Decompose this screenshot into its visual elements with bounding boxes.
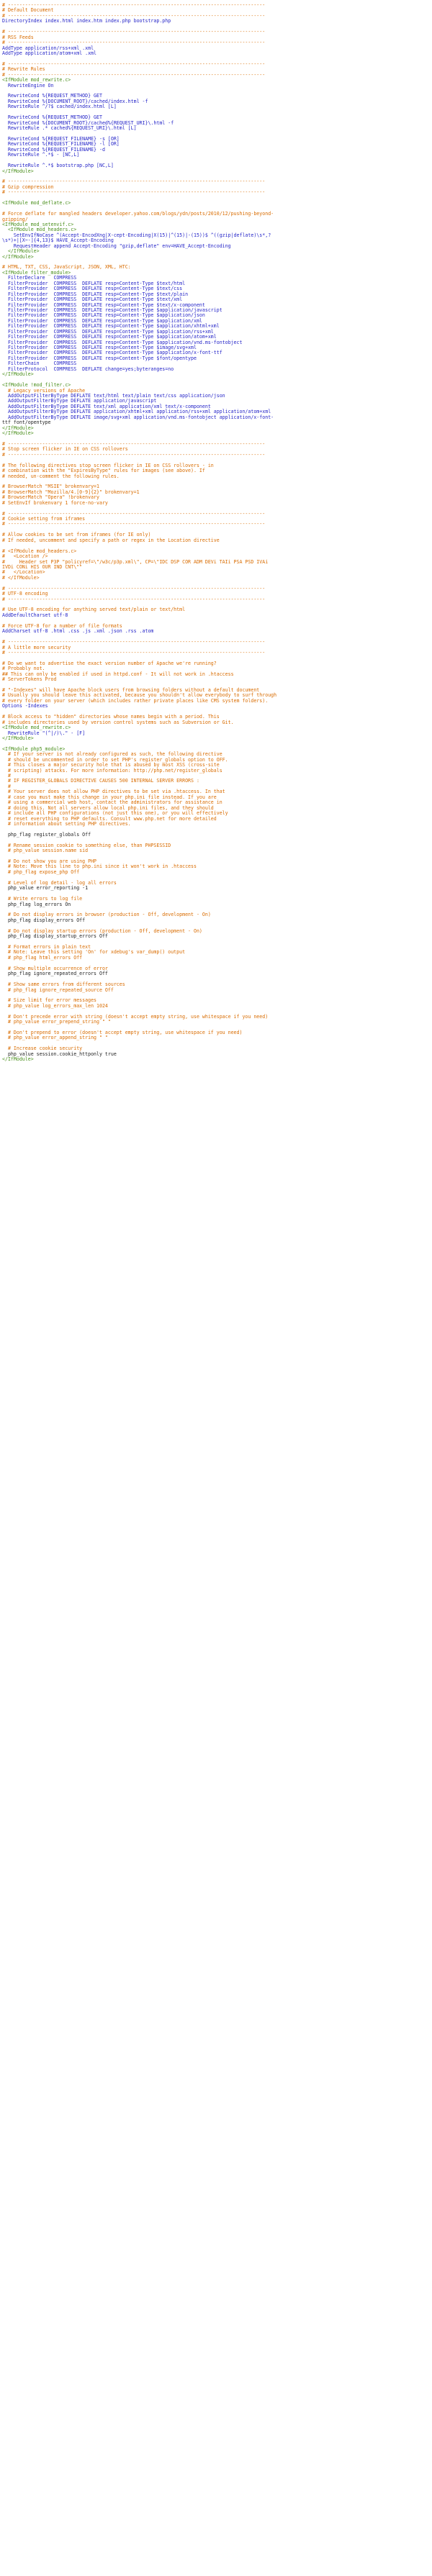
directive-line: FilterProvider COMPRESS DEFLATE resp=Content-Type $text/x-component: [2, 301, 205, 308]
comment-line: # ------------------------------------------------------------------------------------------: [2, 585, 266, 591]
section-tag-line: </IfModule>: [2, 371, 34, 378]
directive-line: AddCharset utf-8 .html .css .js .xml .json .rss .atom: [2, 628, 154, 635]
comment-line: # "-Indexes" will have Apache block users from browsing folders without a default document: [2, 687, 260, 693]
code-line: ttf font/opentype: [2, 419, 51, 426]
comment-line: # RSS Feeds: [2, 34, 34, 40]
comment-line: gzipping/: [2, 216, 28, 222]
directive-line: FilterProvider COMPRESS DEFLATE resp=Content-Type $application/vnd.ms-fontobject: [2, 339, 243, 345]
comment-line: # php_flag expose_php Off: [2, 869, 80, 875]
section-tag-line: </IfModule>: [2, 253, 34, 260]
comment-line: # Do not display errors in browser (production - Off, development - On): [2, 912, 211, 918]
directive-line: RewriteRule ^.*$ bootstrap.php [NC,L]: [2, 163, 114, 169]
code-line: php_flag display_errors Off: [2, 917, 86, 923]
directive-line: RewriteCond %{REQUEST_METHOD} GET: [2, 114, 102, 121]
comment-line: # Format errors in plain text: [2, 944, 91, 950]
directive-line: FilterProvider COMPRESS DEFLATE resp=Content-Type $text/plain: [2, 291, 189, 297]
section-tag-line: </IfModule>: [2, 168, 34, 174]
section-tag-line: </IfModule>: [2, 430, 34, 436]
directive-line: RewriteRule "(^|/)\." - [F]: [2, 730, 86, 736]
comment-line: IVDi CONi HIS OUR IND CNT\"": [2, 563, 83, 570]
comment-line: # php_value error_prepend_string " ": [2, 1019, 111, 1025]
directive-line: \s*)+|[X~-]{4,13}$ HAVE_Accept-Encoding: [2, 237, 114, 244]
directive-line: RewriteRule ^/?$ cached/index.html [L]: [2, 104, 117, 110]
comment-line: # Level of log detail - log all errors: [2, 879, 117, 886]
section-tag-line: <IfModule mod_deflate.c>: [2, 200, 71, 207]
code-line: php_flag register_globals Off: [2, 831, 91, 838]
directive-line: SetEnvIfNoCase ^(Accept-EncodXng|X-cept-Encoding|X(15)|^(15)|-(15))$ ^((gzip|deflate)\s*,?: [2, 232, 271, 238]
comment-line: # BrowserMatch "MSIE" brokenvary=1: [2, 484, 99, 490]
comment-line: # ------------------------------------------------------------------------------------------: [2, 596, 266, 602]
comment-line: # ------------------------------------------------------------------------------------------: [2, 189, 266, 196]
comment-line: # Show multiple occurrence of error: [2, 965, 108, 971]
comment-line: # php_flag html_errors Off: [2, 954, 83, 961]
directive-line: FilterChain COMPRESS: [2, 360, 77, 367]
section-tag-line: <IfModule filter_module>: [2, 269, 71, 276]
directive-line: RequestHeader append Accept-Encoding "gzip,deflate" env=HAVE_Accept-Encoding: [2, 242, 231, 249]
code-line: php_flag log_errors On: [2, 901, 71, 907]
directive-line: RewriteCond %{REQUEST_FILENAME} -s [OR]: [2, 135, 120, 142]
comment-line: # Don't prepend to error (doesn't accept empty string, use whitespace if you need): [2, 1030, 243, 1035]
code-line: php_value session.cookie_httponly true: [2, 1051, 117, 1057]
comment-line: # IF REGISTER_GLOBALS DIRECTIVE CAUSES 500 INTERNAL SERVER ERRORS :: [2, 778, 199, 784]
comment-line: # Allow cookies to be set from iframes (for IE only): [2, 532, 151, 538]
comment-line: # SetEnvIf brokenvary 1 force-no-vary: [2, 499, 108, 506]
comment-line: # php_value log_errors_max_len 1024: [2, 1002, 108, 1009]
directive-line: RewriteCond %{REQUEST_FILENAME} -d: [2, 146, 105, 153]
comment-line: # A little more security: [2, 644, 71, 650]
comment-line: # ------------------------------------------------------------------------------------------: [2, 60, 266, 67]
comment-line: # Probably not.: [2, 666, 45, 672]
comment-line: # </IfModule>: [2, 574, 40, 581]
directive-line: AddOutputFilterByType DEFLATE application/javascript: [2, 398, 157, 404]
comment-line: # If needed, uncomment and specify a path or regex in the Location directive: [2, 537, 220, 543]
comment-line: # Do we want to advertise the exact version number of Apache we're running?: [2, 660, 217, 666]
comment-line: # Use UTF-8 encoding for anything served text/plain or text/html: [2, 607, 186, 613]
comment-line: # Rewrite Rules: [2, 66, 45, 73]
comment-line: # doing this. Not all servers allow local php.ini files, and they should: [2, 804, 214, 811]
comment-line: # The following directives stop screen flicker in IE on CSS rollovers - in: [2, 462, 214, 468]
comment-line: # includes directories used by version control systems such as Subversion or Git.: [2, 719, 234, 725]
comment-line: # If your server is not already configured as such, the following directive: [2, 751, 222, 758]
comment-line: # BrowserMatch "Mozilla/4.[0-9]{2}" brokenvary=1: [2, 489, 140, 495]
comment-line: # Force UTF-8 for a number of file formats: [2, 622, 122, 629]
comment-line: #: [2, 783, 11, 789]
comment-line: # This closes a major security hole that is abused by most XSS (cross-site: [2, 762, 220, 768]
directive-line: AddOutputFilterByType DEFLATE image/svg+xml application/vnd.ms-fontobject application/x-font-: [2, 414, 274, 420]
comment-line: # every folder on your server (which includes rather private places like CMS system folders).: [2, 697, 269, 704]
directive-line: FilterProvider COMPRESS DEFLATE resp=Content-Type $application/xhtml+xml: [2, 323, 220, 330]
comment-line: # include all PHP configurations (not just this one), or you will effectively: [2, 810, 228, 817]
directive-line: RewriteCond %{REQUEST_METHOD} GET: [2, 93, 102, 99]
comment-line: # Don't precede error with string (doesn't accept empty string, use whitespace if you need): [2, 1013, 269, 1020]
section-tag-line: <IfModule php5_module>: [2, 745, 66, 752]
comment-line: # Cookie setting from iframes: [2, 516, 86, 522]
directive-line: FilterProvider COMPRESS DEFLATE resp=Content-Type $font/opentype: [2, 355, 197, 361]
section-tag-line: <IfModule mod_rewrite.c>: [2, 725, 71, 731]
comment-line: # ------------------------------------------------------------------------------------------: [2, 639, 266, 645]
comment-line: # ------------------------------------------------------------------------------------------: [2, 2, 266, 8]
directive-line: RewriteCond %{REQUEST_FILENAME} -l [OR]: [2, 141, 120, 148]
directive-line: AddDefaultCharset utf-8: [2, 612, 68, 618]
directive-line: RewriteEngine On: [2, 82, 54, 89]
comment-line: # ------------------------------------------------------------------------------------------: [2, 178, 266, 185]
comment-line: # using a commercial web host, contact the administrators for assistance in: [2, 799, 222, 806]
comment-line: # Rename session cookie to something else, than PHPSESSID: [2, 842, 171, 848]
directive-line: AddOutputFilterByType DEFLATE text/xml application/xml text/x-component: [2, 403, 211, 409]
comment-line: # ------------------------------------------------------------------------------------------: [2, 29, 266, 35]
directive-line: RewriteRule .* cached%{REQUEST_URI}\.html [L]: [2, 125, 137, 132]
directive-line: RewriteRule ^.*$ - [NC,L]: [2, 152, 80, 158]
comment-line: # Force deflate for mangled headers developer.yahoo.com/blogs/ydn/posts/2010/12/pushing-beyond-: [2, 211, 274, 217]
comment-line: # php_value error_append_string " ": [2, 1035, 108, 1041]
directive-line: Options -Indexes: [2, 703, 48, 709]
directive-line: FilterProvider COMPRESS DEFLATE resp=Content-Type $text/html: [2, 280, 186, 286]
comment-line: ## This can only be enabled if used in httpd.conf - It will not work in .htaccess: [2, 671, 234, 677]
comment-line: # <IfModule mod_headers.c>: [2, 548, 77, 554]
section-tag-line: <IfModule !mod_filter.c>: [2, 382, 71, 389]
section-tag-line: </IfModule>: [2, 1056, 34, 1063]
directive-line: FilterProvider COMPRESS DEFLATE resp=Content-Type $application/json: [2, 312, 205, 319]
directive-line: FilterProvider COMPRESS DEFLATE resp=Content-Type $application/x-font-ttf: [2, 350, 222, 356]
directive-line: FilterProvider COMPRESS DEFLATE resp=Content-Type $application/atom+xml: [2, 334, 217, 340]
section-tag-line: </IfModule>: [2, 735, 34, 741]
directive-line: AddType application/rss+xml .xml: [2, 45, 94, 51]
comment-line: # Do not display startup errors (production - Off, development - On): [2, 928, 202, 934]
directive-line: FilterProvider COMPRESS DEFLATE resp=Content-Type $image/svg+xml: [2, 345, 197, 350]
htaccess-code-view: [0, 0, 432, 1063]
comment-line: # UTF-8 encoding: [2, 591, 48, 597]
comment-line: # should be uncommented in order to set PHP's register_globals option to OFF.: [2, 756, 228, 763]
comment-line: # ServerTokens Prod: [2, 676, 57, 683]
comment-line: # php_flag ignore_repeated_source Off: [2, 987, 114, 993]
blank-line: [2, 741, 432, 746]
code-line: php_flag ignore_repeated_errors Off: [2, 971, 108, 977]
comment-line: # Legacy versions of Apache: [2, 387, 86, 394]
comment-line: # Show same errors from different sources: [2, 981, 125, 988]
directive-line: DirectoryIndex index.html index.htm index.php bootstrap.php: [2, 18, 171, 24]
directive-line: AddOutputFilterByType DEFLATE application/xhtml+xml application/rss+xml application/atom+xml: [2, 409, 271, 415]
directive-line: FilterProvider COMPRESS DEFLATE resp=Content-Type $text/css: [2, 286, 183, 292]
comment-line: # php_value session.name sid: [2, 848, 89, 854]
comment-line: # Note: Leave this setting 'On' for xdebug's var_dump() output: [2, 949, 186, 956]
directive-line: RewriteCond %{DOCUMENT_ROOT}/cached/index.html -f: [2, 98, 148, 104]
directive-line: AddType application/atom+xml .xml: [2, 50, 97, 56]
comment-line: # Usually you should leave this activated, because you shouldn't allow everybody to surf through: [2, 692, 277, 699]
comment-line: # Size limit for error messages: [2, 997, 97, 1004]
comment-line: # scripting) attacks. For more information: http://php.net/register_globals: [2, 767, 222, 774]
comment-line: #: [2, 773, 11, 779]
code-line: php_flag display_startup_errors Off: [2, 933, 108, 940]
comment-line: # ------------------------------------------------------------------------------------------: [2, 649, 266, 656]
comment-line: # Default Document: [2, 7, 54, 14]
section-tag-line: <IfModule mod_rewrite.c>: [2, 77, 71, 83]
section-tag-line: <IfModule mod_headers.c>: [2, 227, 77, 233]
directive-line: FilterDeclare COMPRESS: [2, 275, 77, 281]
comment-line: # Header set P3P "policyref=\"/w3c/p3p.xml\", CP=\"IDC DSP COR ADM DEVi TAIi PSA PSD IVAi: [2, 558, 269, 565]
comment-line: # ------------------------------------------------------------------------------------------: [2, 40, 266, 46]
comment-line: # <Location />: [2, 553, 48, 560]
comment-line: # ------------------------------------------------------------------------------------------: [2, 12, 266, 19]
comment-line: # ------------------------------------------------------------------------------------------: [2, 451, 266, 458]
comment-line: # HTML, TXT, CSS, JavaScript, JSON, XML, HTC:: [2, 264, 131, 271]
comment-line: # Block access to "hidden" directories whose names begin with a period. This: [2, 714, 220, 720]
comment-line: # ------------------------------------------------------------------------------------------: [2, 510, 266, 517]
directive-line: FilterProtocol COMPRESS DEFLATE change=yes;byteranges=no: [2, 366, 174, 372]
comment-line: # ------------------------------------------------------------------------------------------: [2, 71, 266, 78]
section-tag-line: </IfModule>: [2, 425, 34, 431]
comment-line: # Write errors to log file: [2, 896, 83, 902]
comment-line: # Increase cookie security: [2, 1046, 83, 1052]
comment-line: # reset everything to PHP defaults. Consult www.php.net for more detailed: [2, 815, 217, 822]
comment-line: # Note: Move this line to php.ini since it won't work in .htaccess: [2, 863, 197, 870]
comment-line: # case you must make this change in your php.ini file instead. If you are: [2, 794, 217, 800]
directive-line: AddOutputFilterByType DEFLATE text/html text/plain text/css application/json: [2, 392, 225, 399]
comment-line: # Gzip compression: [2, 183, 54, 190]
comment-line: # needed, un-comment the following rules.: [2, 473, 120, 479]
comment-line: # BrowserMatch "Opera" !brokenvary: [2, 494, 99, 501]
directive-line: FilterProvider COMPRESS DEFLATE resp=Content-Type $application/xml: [2, 317, 202, 324]
comment-line: # Stop screen flicker in IE on CSS rollovers: [2, 446, 128, 453]
comment-line: # ------------------------------------------------------------------------------------------: [2, 521, 266, 527]
section-tag-line: <IfModule mod_setenvif.c>: [2, 221, 74, 227]
comment-line: # information about setting PHP directives.: [2, 820, 131, 827]
directive-line: RewriteCond %{DOCUMENT_ROOT}/cached%{REQUEST_URI}\.html -f: [2, 119, 174, 126]
directive-line: FilterProvider COMPRESS DEFLATE resp=Content-Type $text/xml: [2, 296, 183, 303]
comment-line: # combination with the "ExpiresByType" rules for images (see above). If: [2, 468, 205, 474]
comment-line: # ------------------------------------------------------------------------------------------: [2, 440, 266, 447]
section-tag-line: </IfModule>: [2, 248, 40, 255]
directive-line: FilterProvider COMPRESS DEFLATE resp=Content-Type $application/rss+xml: [2, 328, 214, 335]
comment-line: # Your server does not allow PHP directives to be set via .htaccess. In that: [2, 789, 225, 795]
comment-line: # Do not show you are using PHP: [2, 858, 97, 864]
comment-line: # </Location>: [2, 569, 45, 576]
directive-line: FilterProvider COMPRESS DEFLATE resp=Content-Type $application/javascript: [2, 307, 222, 313]
code-line: php_value error_reporting -1: [2, 885, 89, 892]
